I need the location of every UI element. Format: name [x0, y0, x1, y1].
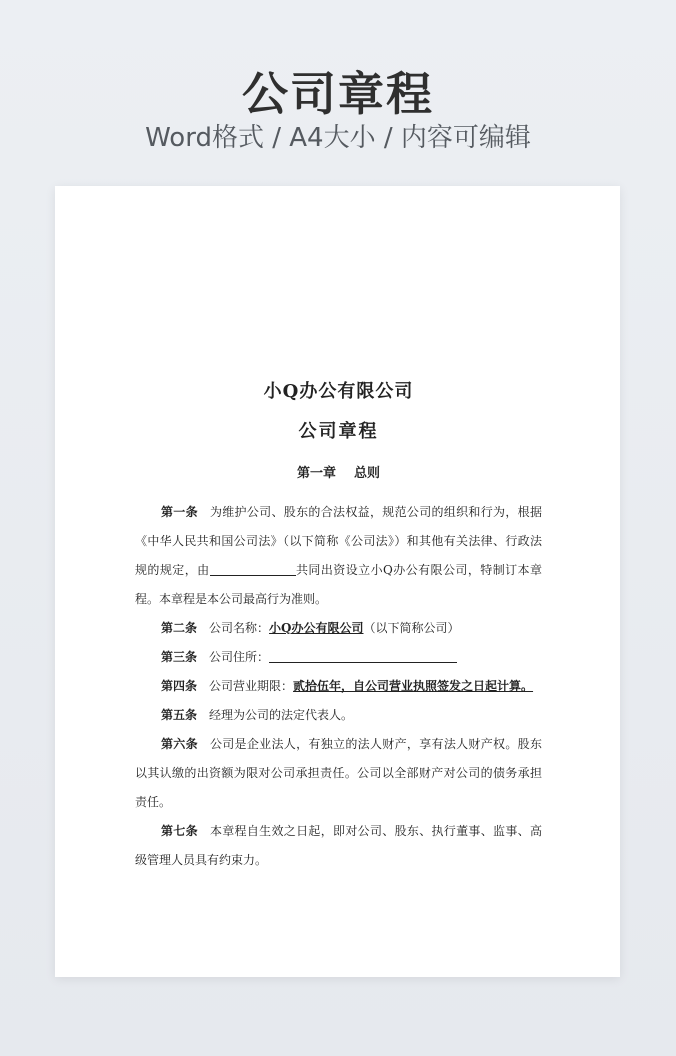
- article-text: 公司名称：: [209, 621, 270, 635]
- document-title: 公司章程: [298, 421, 379, 442]
- article-text: 共同出资设立小Q办公有限公司，特制订本章程。本章程是本公司最高行为准则。: [135, 563, 542, 606]
- article-label: 第四条: [161, 679, 198, 693]
- article-4: [135, 672, 542, 701]
- article-text: 经理为公司的法定代表人。: [209, 708, 354, 722]
- article-text: 为维护公司、股东的合法权益，规范公司的组织和行为，根据《中华人民共和国公司法》（以下简称《公司法》）和其他有关法律、行政法规的规定，由: [135, 505, 542, 577]
- article-text: 公司是企业法人，有独立的法人财产，享有法人财产权。股东以其认缴的出资额为限对公司承担责任。公司以全部财产对公司的债务承担责任。: [135, 737, 542, 809]
- business-term-value: 贰拾伍年，自公司营业执照签发之日起计算。: [293, 679, 534, 693]
- hero-title: 公司章程: [242, 67, 434, 121]
- article-7: [135, 817, 542, 875]
- company-name: 小Q办公有限公司: [263, 381, 414, 402]
- chapter-number: 第一章: [296, 466, 336, 481]
- article-text: （以下简称公司）: [363, 621, 460, 635]
- article-label: 第二条: [161, 621, 198, 635]
- company-name-value: 小Q办公有限公司: [269, 621, 364, 635]
- article-text: 公司营业期限：: [209, 679, 294, 693]
- article-label: 第三条: [161, 650, 198, 664]
- chapter-name: 总则: [354, 466, 381, 481]
- article-2: [135, 614, 542, 643]
- article-text: 本章程自生效之日起，即对公司、股东、执行董事、监事、高级管理人员具有约束力。: [135, 824, 542, 867]
- document-page: [55, 186, 620, 977]
- article-6: [135, 730, 542, 817]
- article-label: 第一条: [161, 505, 198, 519]
- document-body: [135, 376, 542, 875]
- article-label: 第六条: [161, 737, 198, 751]
- article-1: [135, 498, 542, 614]
- chapter-heading: [135, 462, 542, 486]
- article-3: [135, 643, 542, 672]
- address-blank: [269, 648, 457, 663]
- article-text: 公司住所：: [209, 650, 270, 664]
- shareholder-blank: [210, 561, 296, 576]
- article-label: 第七条: [161, 824, 198, 838]
- hero-subtitle: Word格式 / A4大小 / 内容可编辑: [145, 123, 531, 153]
- article-5: [135, 701, 542, 730]
- article-label: 第五条: [161, 708, 198, 722]
